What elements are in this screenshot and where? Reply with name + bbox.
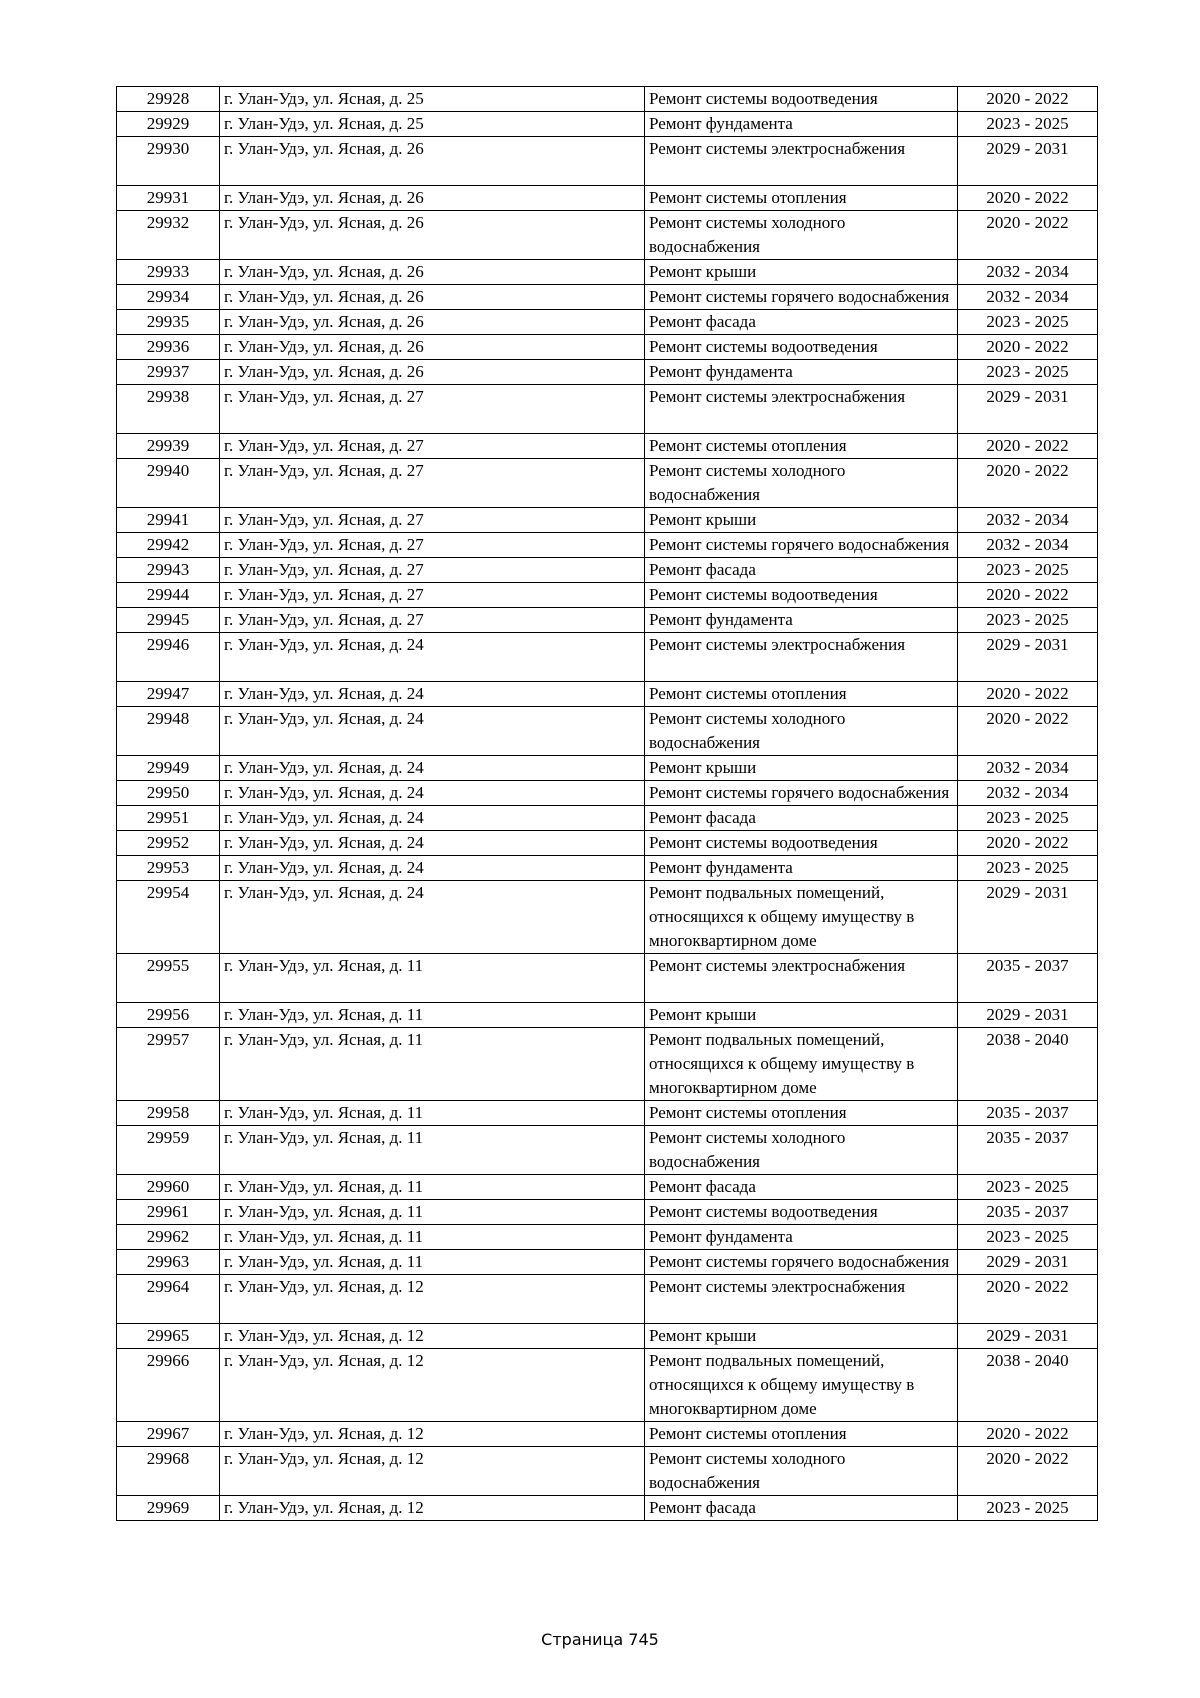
row-period: 2029 - 2031 bbox=[958, 1250, 1098, 1275]
row-id: 29956 bbox=[117, 1003, 220, 1028]
row-period: 2038 - 2040 bbox=[958, 1349, 1098, 1422]
row-work-type: Ремонт системы горячего водоснабжения bbox=[645, 285, 958, 310]
row-id: 29965 bbox=[117, 1324, 220, 1349]
row-period: 2032 - 2034 bbox=[958, 285, 1098, 310]
row-id: 29938 bbox=[117, 385, 220, 434]
row-period: 2032 - 2034 bbox=[958, 508, 1098, 533]
table-row bbox=[117, 385, 1098, 434]
row-address: г. Улан-Удэ, ул. Ясная, д. 24 bbox=[220, 856, 645, 881]
row-address: г. Улан-Удэ, ул. Ясная, д. 27 bbox=[220, 533, 645, 558]
row-id: 29929 bbox=[117, 112, 220, 137]
row-period: 2020 - 2022 bbox=[958, 335, 1098, 360]
table-row bbox=[117, 508, 1098, 533]
row-work-type: Ремонт системы электроснабжения bbox=[645, 633, 958, 682]
row-work-type: Ремонт системы водоотведения bbox=[645, 335, 958, 360]
table-row bbox=[117, 707, 1098, 756]
row-address: г. Улан-Удэ, ул. Ясная, д. 26 bbox=[220, 211, 645, 260]
table-row bbox=[117, 1447, 1098, 1496]
row-address: г. Улан-Удэ, ул. Ясная, д. 24 bbox=[220, 756, 645, 781]
row-work-type: Ремонт крыши bbox=[645, 508, 958, 533]
row-id: 29967 bbox=[117, 1422, 220, 1447]
row-work-type: Ремонт системы электроснабжения bbox=[645, 137, 958, 186]
row-period: 2023 - 2025 bbox=[958, 112, 1098, 137]
row-work-type: Ремонт крыши bbox=[645, 260, 958, 285]
table-row bbox=[117, 533, 1098, 558]
row-id: 29928 bbox=[117, 87, 220, 112]
row-address: г. Улан-Удэ, ул. Ясная, д. 12 bbox=[220, 1324, 645, 1349]
row-period: 2023 - 2025 bbox=[958, 558, 1098, 583]
table-row bbox=[117, 583, 1098, 608]
row-id: 29966 bbox=[117, 1349, 220, 1422]
row-period: 2038 - 2040 bbox=[958, 1028, 1098, 1101]
row-address: г. Улан-Удэ, ул. Ясная, д. 11 bbox=[220, 1175, 645, 1200]
row-work-type: Ремонт фундамента bbox=[645, 608, 958, 633]
row-work-type: Ремонт системы электроснабжения bbox=[645, 385, 958, 434]
row-id: 29964 bbox=[117, 1275, 220, 1324]
row-work-type: Ремонт фасада bbox=[645, 1496, 958, 1521]
row-period: 2035 - 2037 bbox=[958, 1101, 1098, 1126]
row-address: г. Улан-Удэ, ул. Ясная, д. 24 bbox=[220, 781, 645, 806]
row-period: 2020 - 2022 bbox=[958, 583, 1098, 608]
row-work-type: Ремонт фасада bbox=[645, 558, 958, 583]
row-id: 29960 bbox=[117, 1175, 220, 1200]
row-address: г. Улан-Удэ, ул. Ясная, д. 11 bbox=[220, 1250, 645, 1275]
row-work-type: Ремонт крыши bbox=[645, 1324, 958, 1349]
table-row bbox=[117, 856, 1098, 881]
table-row bbox=[117, 335, 1098, 360]
row-work-type: Ремонт системы горячего водоснабжения bbox=[645, 1250, 958, 1275]
row-id: 29948 bbox=[117, 707, 220, 756]
row-address: г. Улан-Удэ, ул. Ясная, д. 12 bbox=[220, 1447, 645, 1496]
row-address: г. Улан-Удэ, ул. Ясная, д. 11 bbox=[220, 1200, 645, 1225]
row-id: 29957 bbox=[117, 1028, 220, 1101]
row-period: 2020 - 2022 bbox=[958, 87, 1098, 112]
table-row bbox=[117, 1175, 1098, 1200]
table-row bbox=[117, 558, 1098, 583]
table-row bbox=[117, 831, 1098, 856]
row-work-type: Ремонт системы холодного водоснабжения bbox=[645, 707, 958, 756]
row-period: 2023 - 2025 bbox=[958, 1225, 1098, 1250]
page-number: Страница 745 bbox=[541, 1630, 659, 1649]
row-work-type: Ремонт системы холодного водоснабжения bbox=[645, 211, 958, 260]
table-row bbox=[117, 186, 1098, 211]
row-id: 29941 bbox=[117, 508, 220, 533]
row-work-type: Ремонт системы отопления bbox=[645, 1422, 958, 1447]
row-work-type: Ремонт системы электроснабжения bbox=[645, 954, 958, 1003]
table-body bbox=[117, 87, 1098, 1521]
table-row bbox=[117, 1225, 1098, 1250]
row-work-type: Ремонт фундамента bbox=[645, 856, 958, 881]
table-row bbox=[117, 1422, 1098, 1447]
table-row bbox=[117, 881, 1098, 954]
table-row bbox=[117, 1324, 1098, 1349]
table-row bbox=[117, 1275, 1098, 1324]
table-row bbox=[117, 756, 1098, 781]
row-work-type: Ремонт подвальных помещений, относящихся к общему имуществу в многоквартирном доме bbox=[645, 881, 958, 954]
row-address: г. Улан-Удэ, ул. Ясная, д. 27 bbox=[220, 583, 645, 608]
row-id: 29953 bbox=[117, 856, 220, 881]
row-period: 2020 - 2022 bbox=[958, 1422, 1098, 1447]
row-period: 2029 - 2031 bbox=[958, 881, 1098, 954]
row-period: 2032 - 2034 bbox=[958, 533, 1098, 558]
row-period: 2023 - 2025 bbox=[958, 608, 1098, 633]
table-row bbox=[117, 1003, 1098, 1028]
row-period: 2035 - 2037 bbox=[958, 1200, 1098, 1225]
row-id: 29969 bbox=[117, 1496, 220, 1521]
row-address: г. Улан-Удэ, ул. Ясная, д. 24 bbox=[220, 633, 645, 682]
row-address: г. Улан-Удэ, ул. Ясная, д. 27 bbox=[220, 608, 645, 633]
row-period: 2023 - 2025 bbox=[958, 806, 1098, 831]
row-id: 29937 bbox=[117, 360, 220, 385]
row-id: 29945 bbox=[117, 608, 220, 633]
row-address: г. Улан-Удэ, ул. Ясная, д. 26 bbox=[220, 310, 645, 335]
row-work-type: Ремонт фундамента bbox=[645, 112, 958, 137]
row-address: г. Улан-Удэ, ул. Ясная, д. 27 bbox=[220, 558, 645, 583]
row-work-type: Ремонт фасада bbox=[645, 1175, 958, 1200]
row-work-type: Ремонт системы холодного водоснабжения bbox=[645, 459, 958, 508]
row-period: 2029 - 2031 bbox=[958, 385, 1098, 434]
row-address: г. Улан-Удэ, ул. Ясная, д. 11 bbox=[220, 1028, 645, 1101]
row-address: г. Улан-Удэ, ул. Ясная, д. 12 bbox=[220, 1275, 645, 1324]
table-row bbox=[117, 310, 1098, 335]
row-work-type: Ремонт фасада bbox=[645, 806, 958, 831]
row-work-type: Ремонт подвальных помещений, относящихся к общему имуществу в многоквартирном доме bbox=[645, 1028, 958, 1101]
row-period: 2020 - 2022 bbox=[958, 1275, 1098, 1324]
row-id: 29955 bbox=[117, 954, 220, 1003]
table-row bbox=[117, 1101, 1098, 1126]
row-work-type: Ремонт системы водоотведения bbox=[645, 583, 958, 608]
row-id: 29935 bbox=[117, 310, 220, 335]
row-period: 2029 - 2031 bbox=[958, 137, 1098, 186]
row-id: 29961 bbox=[117, 1200, 220, 1225]
row-period: 2020 - 2022 bbox=[958, 211, 1098, 260]
table-row bbox=[117, 781, 1098, 806]
table-row bbox=[117, 360, 1098, 385]
row-work-type: Ремонт фундамента bbox=[645, 360, 958, 385]
row-id: 29968 bbox=[117, 1447, 220, 1496]
row-period: 2023 - 2025 bbox=[958, 856, 1098, 881]
row-id: 29931 bbox=[117, 186, 220, 211]
table-row bbox=[117, 1496, 1098, 1521]
row-period: 2032 - 2034 bbox=[958, 260, 1098, 285]
row-period: 2023 - 2025 bbox=[958, 310, 1098, 335]
row-id: 29942 bbox=[117, 533, 220, 558]
row-id: 29950 bbox=[117, 781, 220, 806]
row-period: 2020 - 2022 bbox=[958, 186, 1098, 211]
row-work-type: Ремонт крыши bbox=[645, 1003, 958, 1028]
row-work-type: Ремонт системы водоотведения bbox=[645, 87, 958, 112]
row-work-type: Ремонт подвальных помещений, относящихся к общему имуществу в многоквартирном доме bbox=[645, 1349, 958, 1422]
row-period: 2023 - 2025 bbox=[958, 360, 1098, 385]
row-period: 2023 - 2025 bbox=[958, 1496, 1098, 1521]
row-work-type: Ремонт системы водоотведения bbox=[645, 1200, 958, 1225]
row-work-type: Ремонт фасада bbox=[645, 310, 958, 335]
row-work-type: Ремонт системы электроснабжения bbox=[645, 1275, 958, 1324]
table-row bbox=[117, 459, 1098, 508]
row-period: 2020 - 2022 bbox=[958, 682, 1098, 707]
row-address: г. Улан-Удэ, ул. Ясная, д. 24 bbox=[220, 881, 645, 954]
table-row bbox=[117, 682, 1098, 707]
table-row bbox=[117, 112, 1098, 137]
row-address: г. Улан-Удэ, ул. Ясная, д. 12 bbox=[220, 1422, 645, 1447]
row-address: г. Улан-Удэ, ул. Ясная, д. 24 bbox=[220, 831, 645, 856]
row-address: г. Улан-Удэ, ул. Ясная, д. 26 bbox=[220, 335, 645, 360]
row-period: 2020 - 2022 bbox=[958, 707, 1098, 756]
row-address: г. Улан-Удэ, ул. Ясная, д. 24 bbox=[220, 806, 645, 831]
row-work-type: Ремонт системы водоотведения bbox=[645, 831, 958, 856]
row-address: г. Улан-Удэ, ул. Ясная, д. 25 bbox=[220, 112, 645, 137]
row-id: 29932 bbox=[117, 211, 220, 260]
row-work-type: Ремонт системы отопления bbox=[645, 1101, 958, 1126]
row-id: 29930 bbox=[117, 137, 220, 186]
row-address: г. Улан-Удэ, ул. Ясная, д. 25 bbox=[220, 87, 645, 112]
row-address: г. Улан-Удэ, ул. Ясная, д. 11 bbox=[220, 954, 645, 1003]
table-row bbox=[117, 87, 1098, 112]
row-work-type: Ремонт фундамента bbox=[645, 1225, 958, 1250]
row-address: г. Улан-Удэ, ул. Ясная, д. 27 bbox=[220, 434, 645, 459]
row-address: г. Улан-Удэ, ул. Ясная, д. 27 bbox=[220, 459, 645, 508]
row-id: 29952 bbox=[117, 831, 220, 856]
table-row bbox=[117, 1200, 1098, 1225]
table-row bbox=[117, 434, 1098, 459]
table-row bbox=[117, 1349, 1098, 1422]
row-id: 29959 bbox=[117, 1126, 220, 1175]
row-work-type: Ремонт системы отопления bbox=[645, 186, 958, 211]
row-period: 2032 - 2034 bbox=[958, 756, 1098, 781]
table-row bbox=[117, 137, 1098, 186]
row-period: 2020 - 2022 bbox=[958, 831, 1098, 856]
table-row bbox=[117, 1028, 1098, 1101]
row-id: 29936 bbox=[117, 335, 220, 360]
table-row bbox=[117, 633, 1098, 682]
table-row bbox=[117, 285, 1098, 310]
row-id: 29944 bbox=[117, 583, 220, 608]
table-row bbox=[117, 1126, 1098, 1175]
row-work-type: Ремонт системы холодного водоснабжения bbox=[645, 1447, 958, 1496]
row-address: г. Улан-Удэ, ул. Ясная, д. 26 bbox=[220, 260, 645, 285]
row-address: г. Улан-Удэ, ул. Ясная, д. 26 bbox=[220, 137, 645, 186]
row-id: 29940 bbox=[117, 459, 220, 508]
row-work-type: Ремонт крыши bbox=[645, 756, 958, 781]
row-work-type: Ремонт системы горячего водоснабжения bbox=[645, 533, 958, 558]
row-period: 2029 - 2031 bbox=[958, 1003, 1098, 1028]
row-address: г. Улан-Удэ, ул. Ясная, д. 11 bbox=[220, 1225, 645, 1250]
row-period: 2029 - 2031 bbox=[958, 1324, 1098, 1349]
row-work-type: Ремонт системы отопления bbox=[645, 434, 958, 459]
repair-schedule-table bbox=[116, 86, 1098, 1521]
table-row bbox=[117, 1250, 1098, 1275]
row-id: 29933 bbox=[117, 260, 220, 285]
row-id: 29943 bbox=[117, 558, 220, 583]
row-address: г. Улан-Удэ, ул. Ясная, д. 12 bbox=[220, 1349, 645, 1422]
row-period: 2020 - 2022 bbox=[958, 434, 1098, 459]
row-address: г. Улан-Удэ, ул. Ясная, д. 12 bbox=[220, 1496, 645, 1521]
row-work-type: Ремонт системы отопления bbox=[645, 682, 958, 707]
table-row bbox=[117, 806, 1098, 831]
row-address: г. Улан-Удэ, ул. Ясная, д. 26 bbox=[220, 360, 645, 385]
row-id: 29962 bbox=[117, 1225, 220, 1250]
row-address: г. Улан-Удэ, ул. Ясная, д. 11 bbox=[220, 1101, 645, 1126]
table-row bbox=[117, 211, 1098, 260]
row-id: 29934 bbox=[117, 285, 220, 310]
table-row bbox=[117, 954, 1098, 1003]
row-id: 29939 bbox=[117, 434, 220, 459]
table-row bbox=[117, 608, 1098, 633]
row-period: 2035 - 2037 bbox=[958, 954, 1098, 1003]
row-address: г. Улан-Удэ, ул. Ясная, д. 24 bbox=[220, 707, 645, 756]
row-address: г. Улан-Удэ, ул. Ясная, д. 27 bbox=[220, 385, 645, 434]
row-id: 29949 bbox=[117, 756, 220, 781]
row-period: 2032 - 2034 bbox=[958, 781, 1098, 806]
row-period: 2023 - 2025 bbox=[958, 1175, 1098, 1200]
row-period: 2020 - 2022 bbox=[958, 459, 1098, 508]
row-address: г. Улан-Удэ, ул. Ясная, д. 24 bbox=[220, 682, 645, 707]
row-address: г. Улан-Удэ, ул. Ясная, д. 27 bbox=[220, 508, 645, 533]
row-id: 29946 bbox=[117, 633, 220, 682]
row-id: 29954 bbox=[117, 881, 220, 954]
row-period: 2035 - 2037 bbox=[958, 1126, 1098, 1175]
row-id: 29947 bbox=[117, 682, 220, 707]
table-row bbox=[117, 260, 1098, 285]
row-period: 2029 - 2031 bbox=[958, 633, 1098, 682]
row-address: г. Улан-Удэ, ул. Ясная, д. 26 bbox=[220, 285, 645, 310]
row-address: г. Улан-Удэ, ул. Ясная, д. 11 bbox=[220, 1126, 645, 1175]
row-period: 2020 - 2022 bbox=[958, 1447, 1098, 1496]
row-address: г. Улан-Удэ, ул. Ясная, д. 26 bbox=[220, 186, 645, 211]
row-address: г. Улан-Удэ, ул. Ясная, д. 11 bbox=[220, 1003, 645, 1028]
row-id: 29958 bbox=[117, 1101, 220, 1126]
row-work-type: Ремонт системы горячего водоснабжения bbox=[645, 781, 958, 806]
row-id: 29963 bbox=[117, 1250, 220, 1275]
row-work-type: Ремонт системы холодного водоснабжения bbox=[645, 1126, 958, 1175]
row-id: 29951 bbox=[117, 806, 220, 831]
